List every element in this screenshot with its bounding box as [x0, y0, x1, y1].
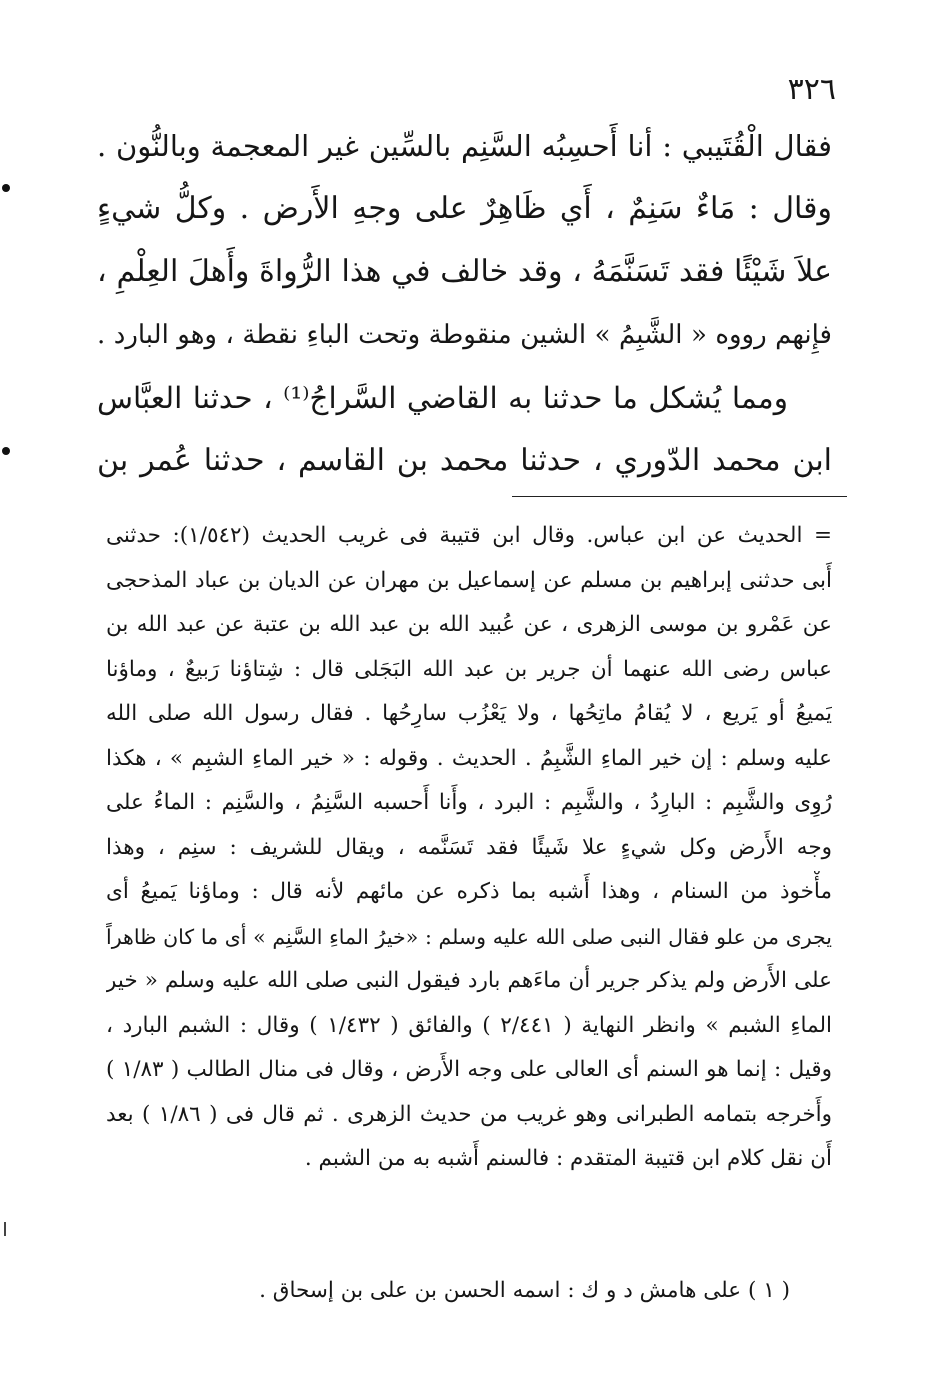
- note-line: عن عَمْرو بن موسى الزهرى ، عن عُبيد الله بن عبد الله بن عتبة عن عبد الله بن: [106, 612, 832, 637]
- note-line: وأَخرجه بتمامه الطبرانى وهو غريب من حديث الزهرى . ثم قال فى ( ١/٨٦ ) بعد: [106, 1101, 832, 1127]
- main-line: فقال الْقُتَيبي : أنا أَحسِبُه السَّنِم بالسِّين غير المعجمة وبالنُّون .: [97, 129, 832, 163]
- note-line: عباس رضى الله عنهما أن جرير بن عبد الله البَجَلى قال : شِتاؤنا رَبيعٌ ، وماؤنا: [106, 656, 832, 682]
- note-line: على الأَرض ولم يذكر جرير أن ماءَهم بارد فيقول النبى صلى الله عليه وسلم « خير: [106, 968, 832, 993]
- scan-mark: [2, 447, 10, 455]
- note-line: الماءِ الشبم » وانظر النهاية ( ٢/٤٤١ ) والفائق ( ١/٤٣٢ ) وقال : الشبم البارد ،: [106, 1012, 832, 1038]
- note-line: = الحديث عن ابن عباس. وقال ابن قتيبة فى غريب الحديث (١/٥٤٢): حدثنى: [106, 523, 832, 548]
- footnote-separator-rule: [512, 496, 847, 497]
- note-line: وقيل : إنما هو السنم أى العالى على وجه الأَرض ، وقال فى منال الطالب ( ١/٨٣ ): [106, 1057, 832, 1082]
- main-line: ابن محمد الدّوري ، حدثنا محمد بن القاسم ، حدثنا عُمر بن: [97, 443, 832, 478]
- note-line: يَميعُ أو يَريع ، لا يُقامُ ماتِحُها ، ولا يَعْزُب سارِحُها . فقال رسول الله صلى الله: [106, 701, 832, 726]
- note-line: مأْخوذ من السنام ، وهذا أَشبه بما ذكره عن مائهم لأنه قال : وماؤنا يَميعُ أى: [106, 879, 832, 904]
- page-number: ٣٢٦: [787, 72, 836, 107]
- main-line: فإِنهم رووه « الشَّبِمُ » الشين منقوطة وتحت الباءِ نقطة ، وهو البارد .: [97, 320, 832, 350]
- note-line: عليه وسلم : إن خير الماءِ الشَّبِمُ . الحديث . وقوله : « خير الماءِ الشبِم » ، هكذا: [106, 745, 832, 771]
- note-line: أَبى حدثنى إبراهيم بن مسلم عن إسماعيل بن مهران عن الديان بن عباد المذحجى: [106, 567, 832, 593]
- main-text: [97, 118, 832, 496]
- commentary-notes: [106, 515, 832, 1183]
- scan-mark: [4, 1222, 6, 1236]
- scan-mark: [2, 184, 10, 192]
- note-line: وجه الأَرض وكل شيءٍ علا شَيئًا فقد تَسَنَّمه ، ويقال للشريف : سنِم ، وهذا: [106, 834, 832, 860]
- main-line: وقال : مَاءٌ سَنِمٌ ، أَي ظَاهِرٌ على وجهِ الأَرض . وكلُّ شيءٍ: [97, 191, 832, 226]
- footnote: ( ١ ) على هامش د و ك : اسمه الحسن بن على بن إسحاق .: [259, 1278, 790, 1303]
- main-line: علاَ شَيْئًا فقد تَسَنَّمَهُ ، وقد خالف في هذا الرُّواةَ وأَهلَ العِلْمِ ،: [97, 254, 832, 289]
- main-line: ومما يُشكل ما حدثنا به القاضي السَّراجُ⁽¹⁾ ، حدثنا العبَّاس: [97, 381, 788, 415]
- note-line: يجرى من علو فقال النبى صلى الله عليه وسلم : «خيرُ الماءِ السَّنِم » أى ما كان ظاهراً: [106, 924, 832, 949]
- note-line: أَن نقل كلام ابن قتيبة المتقدم : فالسنم أَشبه به من الشبم .: [304, 1146, 832, 1171]
- note-line: رُوِى والشَّبِم : البارِدُ ، والشَّبِم : البرد ، وأَنا أَحسبه السَّنِمُ ، والسَّنِم : الماءُ على: [106, 790, 832, 815]
